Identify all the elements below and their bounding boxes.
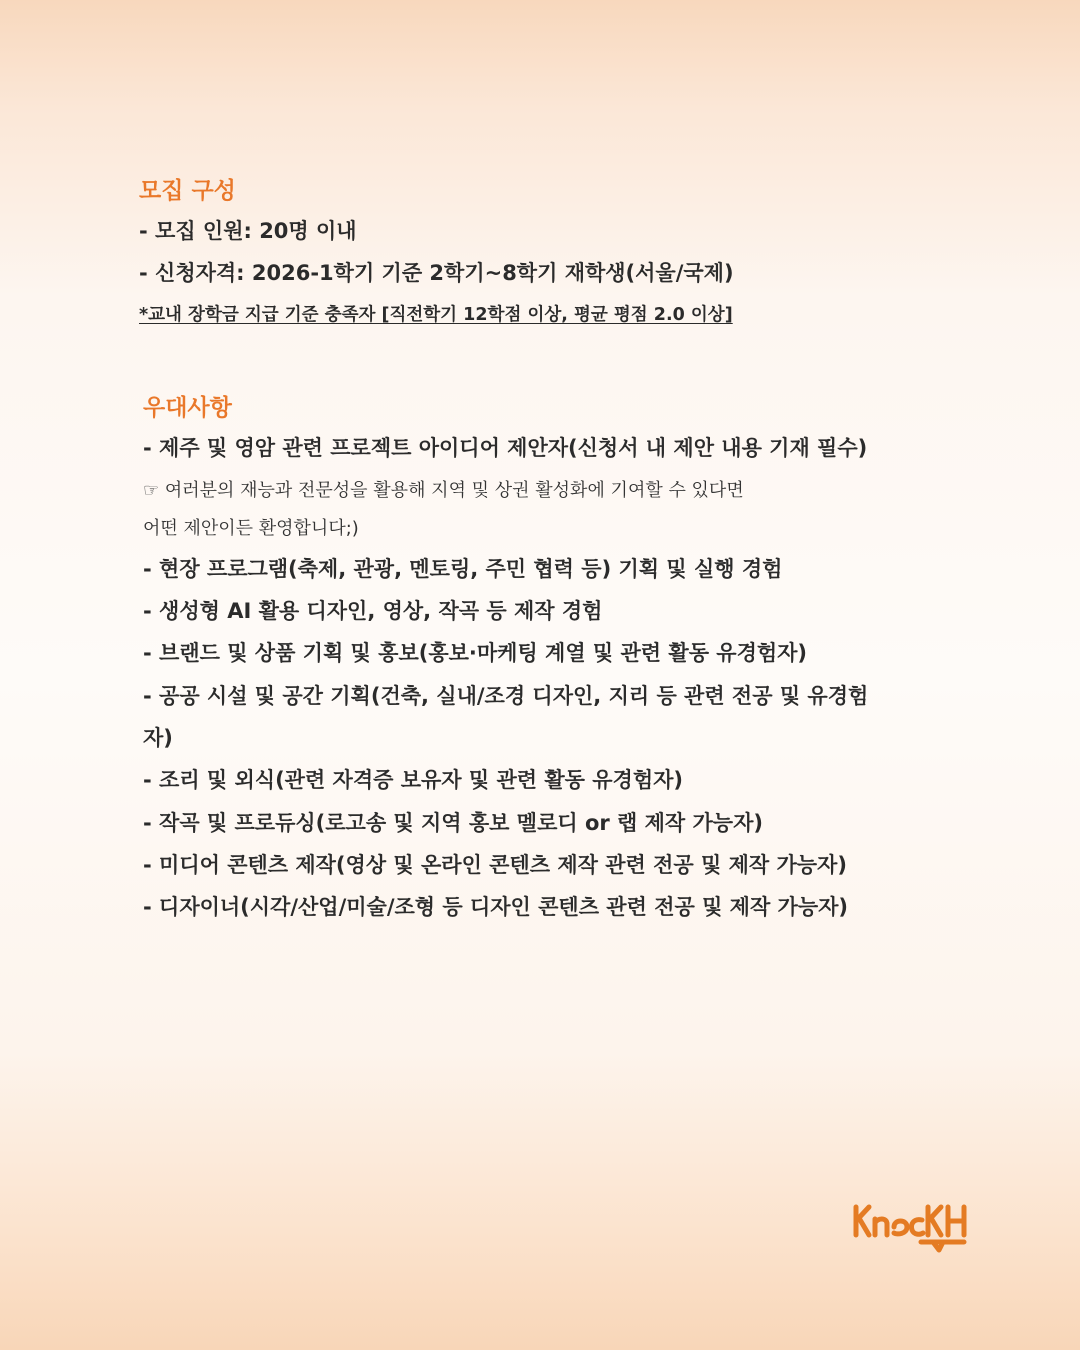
preference-item: - 조리 및 외식(관련 자격증 보유자 및 관련 활동 유경험자) [143,768,684,792]
preference-item-continued: 자) [143,726,173,750]
recruitment-line-eligibility: - 신청자격: 2026-1학기 기준 2학기~8학기 재학생(서울/국제) [139,261,734,285]
preference-item: - 제주 및 영암 관련 프로젝트 아이디어 제안자(신청서 내 제안 내용 기재 필수) [143,436,868,460]
recruitment-line-headcount: - 모집 인원: 20명 이내 [139,219,357,243]
preference-item: - 작곡 및 프로듀싱(로고송 및 지역 홍보 멜로디 or 랩 제작 가능자) [143,811,763,835]
preference-item: - 브랜드 및 상품 기획 및 홍보(홍보·마케팅 계열 및 관련 활동 유경험자) [143,641,808,665]
preference-item: - 현장 프로그램(축제, 관광, 멘토링, 주민 협력 등) 기획 및 실행 경험 [143,557,783,581]
preference-item: - 디자이너(시각/산업/미술/조형 등 디자인 콘텐츠 관련 전공 및 제작 가능자) [143,895,849,919]
knockh-logo-mark [851,1202,971,1254]
recruitment-note: *교내 장학금 지급 기준 충족자 [직전학기 12학점 이상, 평균 평점 2.0 이상] [139,305,733,325]
recruitment-heading: 모집 구성 [139,178,236,204]
preference-comment: ☞ 여러분의 재능과 전문성을 활용해 지역 및 상권 활성화에 기여할 수 있다면 [143,480,744,501]
knockh-logo [851,1202,971,1252]
preference-item: - 생성형 AI 활용 디자인, 영상, 작곡 등 제작 경험 [143,599,603,623]
preference-item: - 미디어 콘텐츠 제작(영상 및 온라인 콘텐츠 제작 관련 전공 및 제작 가능자) [143,853,847,877]
preference-comment: 어떤 제안이든 환영합니다;) [143,518,359,539]
preference-item: - 공공 시설 및 공간 기획(건축, 실내/조경 디자인, 지리 등 관련 전공 및 유경험 [143,684,869,708]
preferences-heading: 우대사항 [143,395,232,421]
